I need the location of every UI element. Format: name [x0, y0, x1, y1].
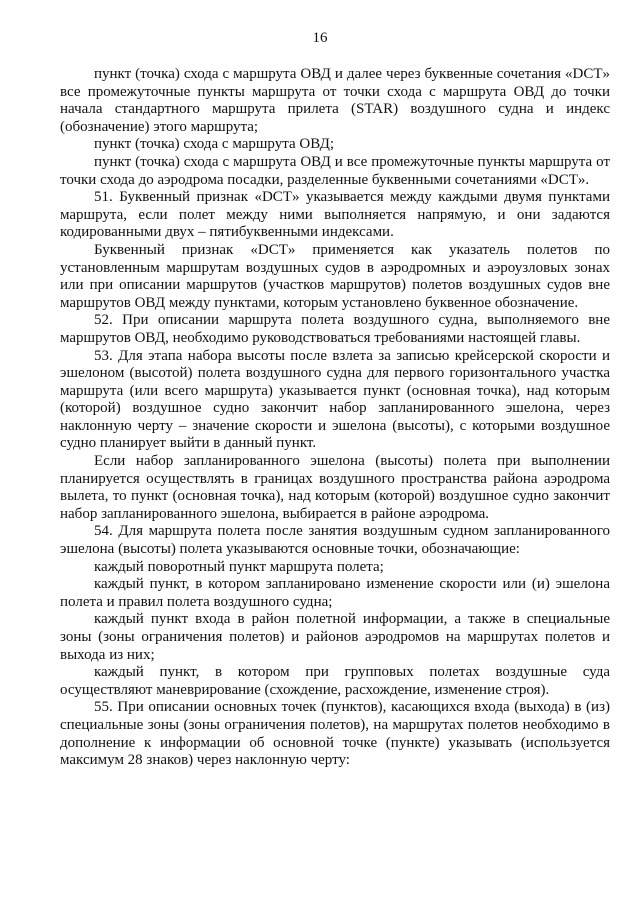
- paragraph: Если набор запланированного эшелона (высоты) полета при выполнении планируется осуществлять в границах воздушного пространства района аэродрома вылета, то пункт (основная точка), над которым (которой) воздушное судно закончит набор запланированного эшелона, выбирается в районе аэродрома.: [60, 453, 610, 522]
- paragraph-item-52: 52. При описании маршрута полета воздушного судна, выполняемого вне маршрутов ОВД, необходимо руководствоваться требованиями настоящей главы.: [60, 312, 610, 346]
- paragraph: пункт (точка) схода с маршрута ОВД и далее через буквенные сочетания «DCT» все промежуточные пункты маршрута от точки схода с маршрута ОВД до точки начала стандартного маршрута прилета (STAR) воздушного судна и индекс (обозначение) этого маршрута;: [60, 66, 610, 135]
- paragraph-item-51: 51. Буквенный признак «DCT» указывается между каждыми двумя пунктами маршрута, если полет между ними выполняется напрямую, и они задаются кодированными двух – пятибуквенными индексами.: [60, 189, 610, 241]
- paragraph: каждый пункт входа в район полетной информации, а также в специальные зоны (зоны ограничения полетов) и районов аэродромов на маршрутах полетов и выхода из них;: [60, 611, 610, 663]
- paragraph-item-53: 53. Для этапа набора высоты после взлета за записью крейсерской скорости и эшелоном (высотой) полета воздушного судна для первого горизонтального участка маршрута (или всего маршрута) указывается пункт (основная точка), над которым (которой) воздушное судно закончит набор запланированного эшелона, через наклонную черту – значение скорости и эшелона (высоты), с которыми воздушное судно планирует выйти в данный пункт.: [60, 347, 610, 452]
- paragraph-item-55: 55. При описании основных точек (пунктов), касающихся входа (выхода) в (из) специальные зоны (зоны ограничения полетов), на маршрутах полетов необходимо в дополнение к информации об основной точке (пункте) указывать (используется максимум 28 знаков) через наклонную черту:: [60, 699, 610, 769]
- paragraph-item-54: 54. Для маршрута полета после занятия воздушным судном запланированного эшелона (высоты) полета указываются основные точки, обозначающие:: [60, 523, 610, 558]
- page-number: 16: [312, 30, 328, 46]
- paragraph: каждый пункт, в котором запланировано изменение скорости или (и) эшелона полета и правил полета воздушного судна;: [60, 576, 610, 610]
- paragraph: пункт (точка) схода с маршрута ОВД;: [94, 136, 335, 153]
- paragraph: пункт (точка) схода с маршрута ОВД и все промежуточные пункты маршрута от точки схода до аэродрома посадки, разделенные буквенными сочетаниями «DCT».: [60, 153, 610, 188]
- paragraph: каждый пункт, в котором при групповых полетах воздушные суда осуществляют маневрирование (схождение, расхождение, изменение строя).: [60, 664, 610, 698]
- paragraph: Буквенный признак «DCT» применяется как указатель полетов по установленным маршрутам воздушных судов в аэродромных и аэроузловых зонах или при описании маршрутов (участков маршрутов) полетов воздушных судов вне маршрутов ОВД между пунктами, которым установлено буквенное обозначение.: [60, 241, 610, 311]
- document-body: [60, 66, 610, 770]
- paragraph: каждый поворотный пункт маршрута полета;: [94, 558, 384, 575]
